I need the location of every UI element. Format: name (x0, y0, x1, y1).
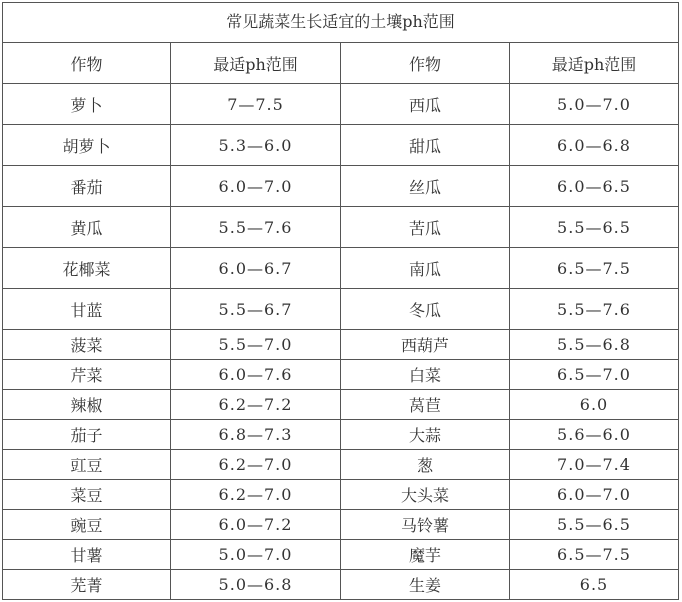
crop-name-cell: 甜瓜 (341, 125, 510, 166)
table-row (3, 125, 679, 166)
crop-name-cell: 菜豆 (3, 480, 171, 510)
crop-name-cell: 菠菜 (3, 330, 171, 360)
ph-range-cell: 5.0—6.8 (171, 570, 341, 600)
table-row (3, 420, 679, 450)
header-row (3, 43, 679, 84)
crop-name-cell: 甘蓝 (3, 289, 171, 330)
ph-range-cell: 5.5—7.0 (171, 330, 341, 360)
ph-range-table (2, 2, 679, 600)
crop-name-cell: 葱 (341, 450, 510, 480)
ph-range-cell: 6.2—7.0 (171, 450, 341, 480)
crop-name-cell: 南瓜 (341, 248, 510, 289)
header-ph-left: 最适ph范围 (171, 43, 341, 84)
table-row (3, 570, 679, 600)
header-crop-left: 作物 (3, 43, 171, 84)
table-row (3, 248, 679, 289)
crop-name-cell: 大头菜 (341, 480, 510, 510)
ph-range-cell: 7—7.5 (171, 84, 341, 125)
table-row (3, 207, 679, 248)
crop-name-cell: 番茄 (3, 166, 171, 207)
ph-range-cell: 6.0—7.2 (171, 510, 341, 540)
ph-range-cell: 6.5—7.0 (510, 360, 679, 390)
crop-name-cell: 辣椒 (3, 390, 171, 420)
crop-name-cell: 冬瓜 (341, 289, 510, 330)
table-row (3, 540, 679, 570)
crop-name-cell: 胡萝卜 (3, 125, 171, 166)
table-row (3, 166, 679, 207)
ph-table-container (2, 2, 678, 600)
crop-name-cell: 马铃薯 (341, 510, 510, 540)
ph-range-cell: 5.5—7.6 (171, 207, 341, 248)
crop-name-cell: 西葫芦 (341, 330, 510, 360)
crop-name-cell: 西瓜 (341, 84, 510, 125)
crop-name-cell: 茄子 (3, 420, 171, 450)
ph-range-cell: 6.5—7.5 (510, 540, 679, 570)
ph-range-cell: 6.5—7.5 (510, 248, 679, 289)
crop-name-cell: 豇豆 (3, 450, 171, 480)
ph-range-cell: 6.5 (510, 570, 679, 600)
ph-range-cell: 5.6—6.0 (510, 420, 679, 450)
ph-range-cell: 6.0—6.7 (171, 248, 341, 289)
crop-name-cell: 豌豆 (3, 510, 171, 540)
crop-name-cell: 芜菁 (3, 570, 171, 600)
ph-range-cell: 5.5—6.5 (510, 207, 679, 248)
table-row (3, 450, 679, 480)
ph-range-cell: 7.0—7.4 (510, 450, 679, 480)
crop-name-cell: 丝瓜 (341, 166, 510, 207)
table-row (3, 84, 679, 125)
crop-name-cell: 花椰菜 (3, 248, 171, 289)
ph-range-cell: 6.2—7.2 (171, 390, 341, 420)
crop-name-cell: 芹菜 (3, 360, 171, 390)
crop-name-cell: 莴苣 (341, 390, 510, 420)
ph-range-cell: 6.0—7.6 (171, 360, 341, 390)
ph-range-cell: 5.0—7.0 (510, 84, 679, 125)
ph-range-cell: 5.5—6.7 (171, 289, 341, 330)
header-crop-right: 作物 (341, 43, 510, 84)
crop-name-cell: 魔芋 (341, 540, 510, 570)
crop-name-cell: 白菜 (341, 360, 510, 390)
ph-range-cell: 6.0—6.5 (510, 166, 679, 207)
crop-name-cell: 黄瓜 (3, 207, 171, 248)
crop-name-cell: 甘薯 (3, 540, 171, 570)
table-row (3, 480, 679, 510)
table-row (3, 330, 679, 360)
ph-range-cell: 6.2—7.0 (171, 480, 341, 510)
header-ph-right: 最适ph范围 (510, 43, 679, 84)
ph-range-cell: 6.0—6.8 (510, 125, 679, 166)
crop-name-cell: 生姜 (341, 570, 510, 600)
ph-range-cell: 6.0—7.0 (510, 480, 679, 510)
table-title: 常见蔬菜生长适宜的土壤ph范围 (3, 3, 679, 43)
ph-range-cell: 5.5—7.6 (510, 289, 679, 330)
ph-range-cell: 5.5—6.5 (510, 510, 679, 540)
ph-range-cell: 6.8—7.3 (171, 420, 341, 450)
crop-name-cell: 萝卜 (3, 84, 171, 125)
table-row (3, 289, 679, 330)
table-row (3, 360, 679, 390)
ph-range-cell: 6.0—7.0 (171, 166, 341, 207)
table-row (3, 510, 679, 540)
ph-range-cell: 5.5—6.8 (510, 330, 679, 360)
table-row (3, 390, 679, 420)
crop-name-cell: 苦瓜 (341, 207, 510, 248)
ph-range-cell: 5.0—7.0 (171, 540, 341, 570)
ph-range-cell: 5.3—6.0 (171, 125, 341, 166)
crop-name-cell: 大蒜 (341, 420, 510, 450)
ph-range-cell: 6.0 (510, 390, 679, 420)
